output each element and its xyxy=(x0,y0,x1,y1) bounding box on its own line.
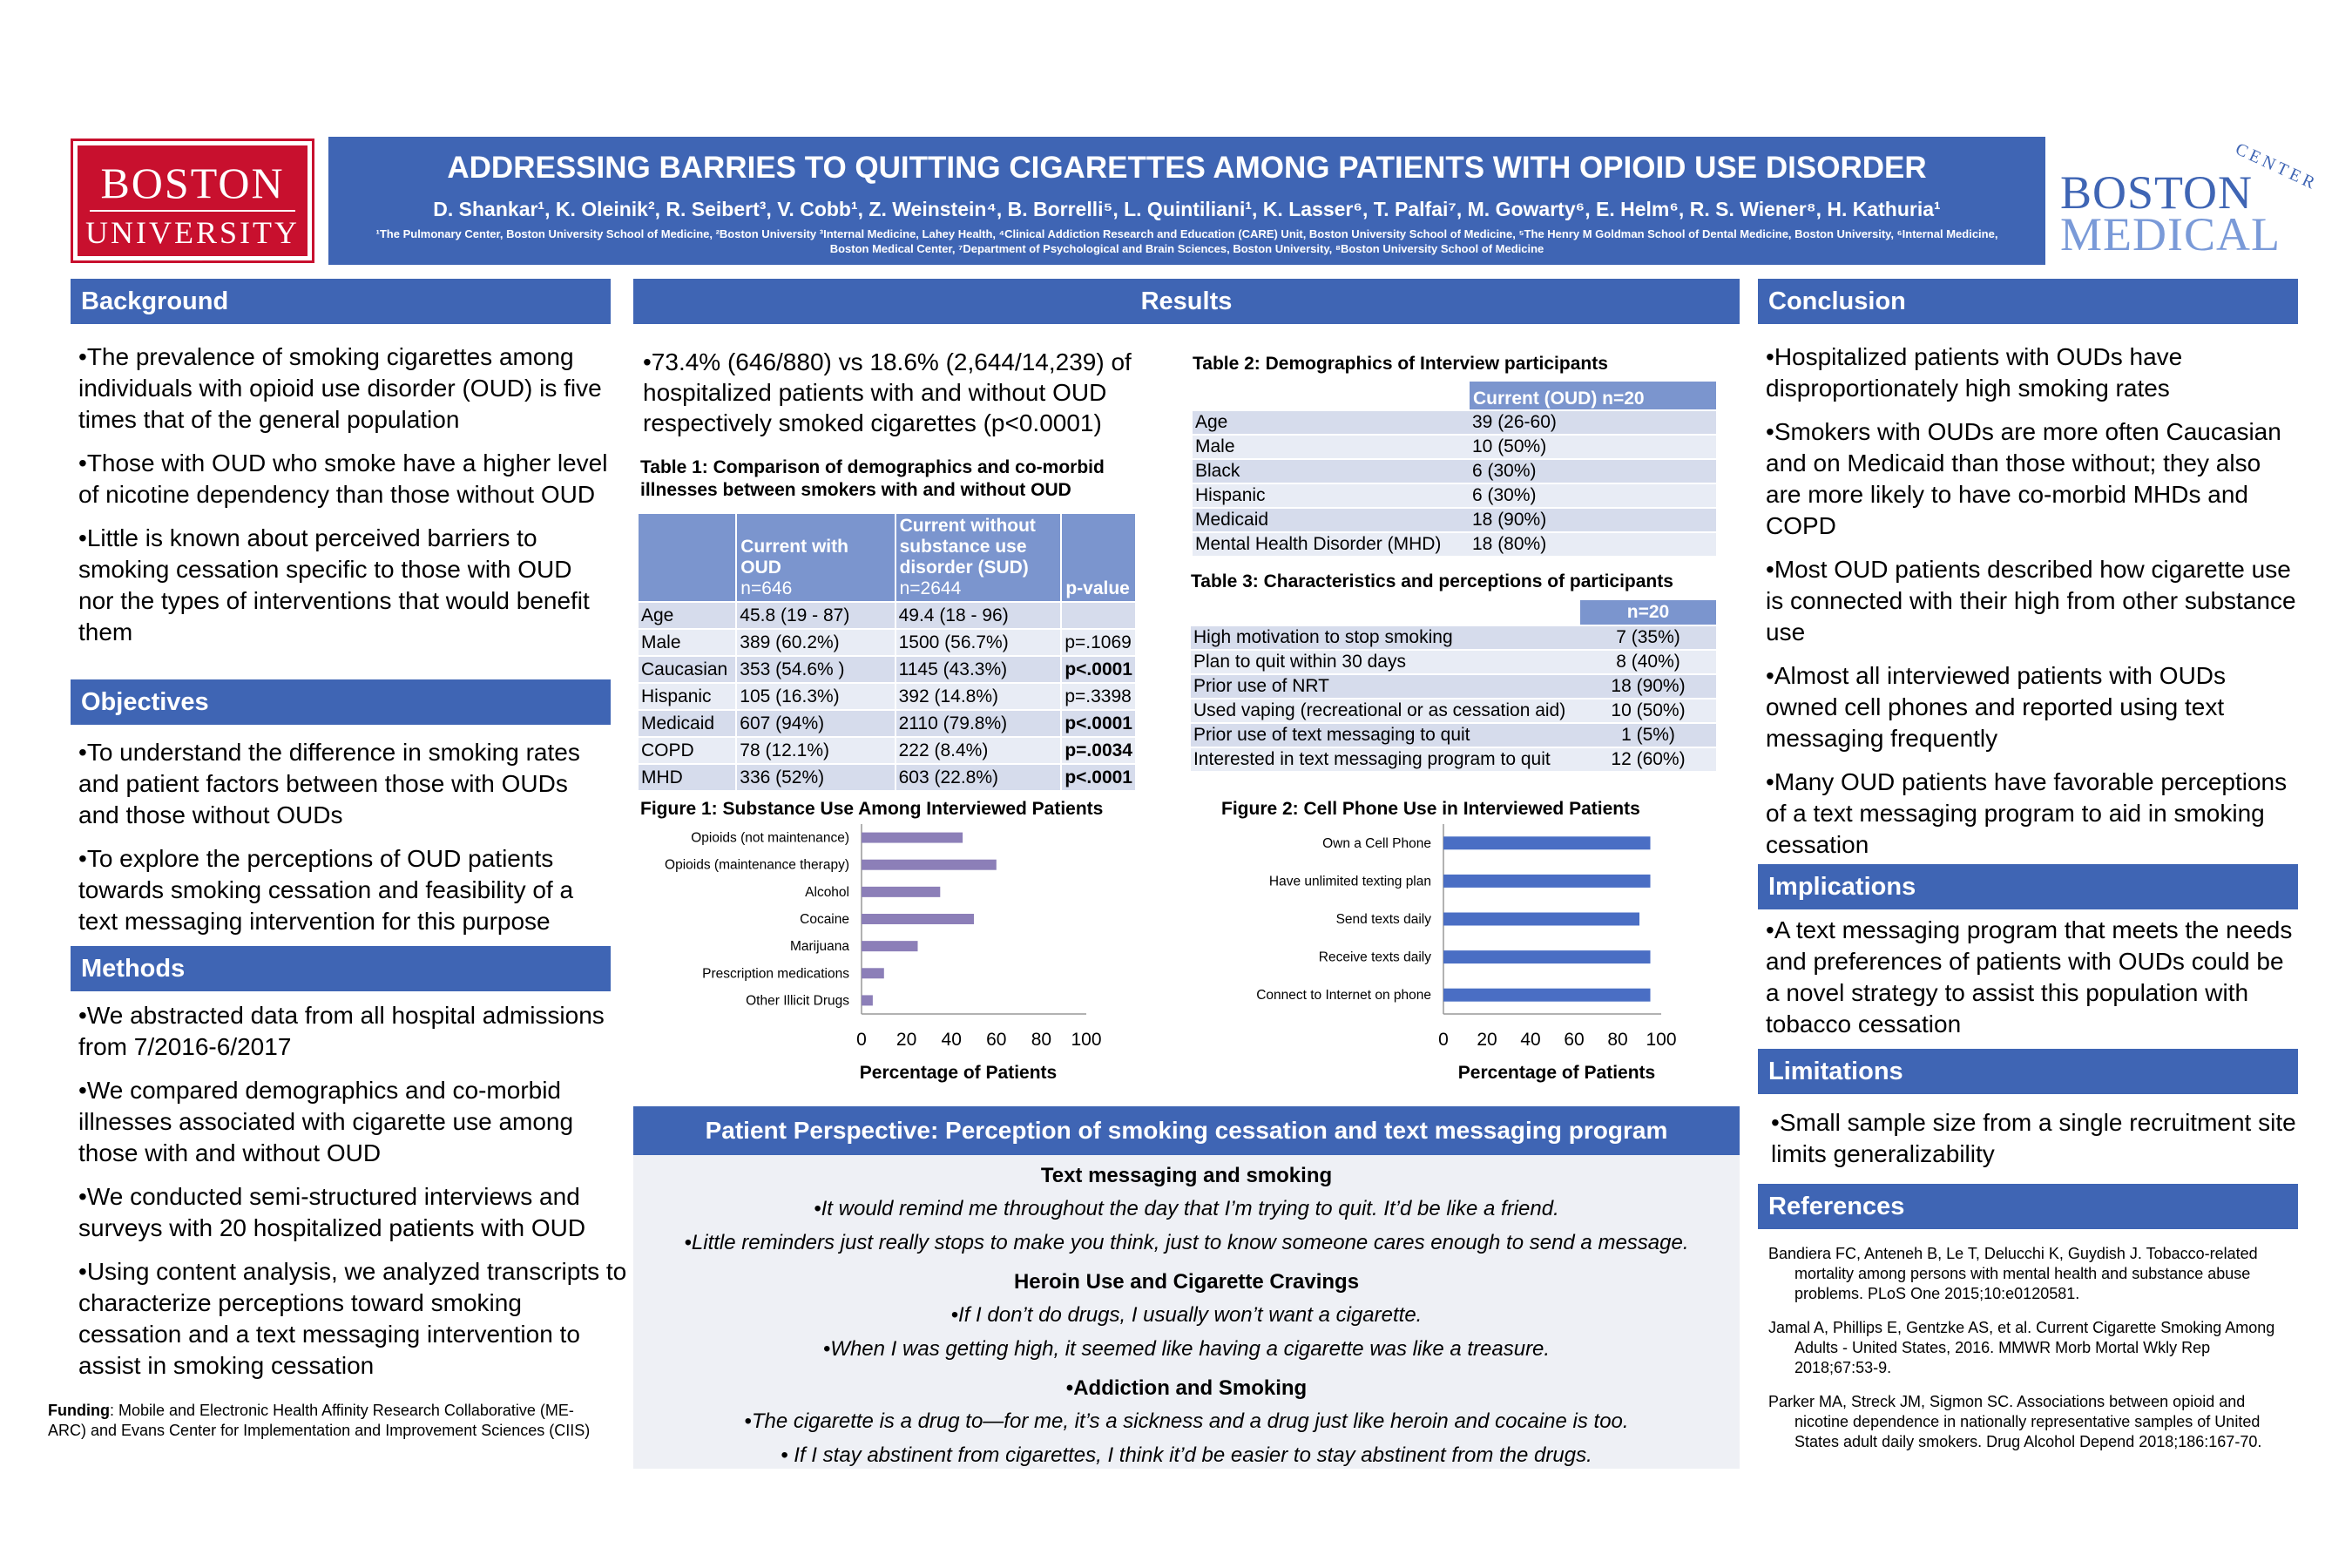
table2-caption: Table 2: Demographics of Interview participants xyxy=(1193,354,1608,374)
background-bullet: • Those with OUD who smoke have a higher level of nicotine dependency than those without OUD xyxy=(78,448,610,510)
boston-university-logo xyxy=(71,139,314,263)
figure2-xlabel: Percentage of Patients xyxy=(1457,1063,1656,1083)
table1-cell: 389 (60.2%) xyxy=(736,629,895,656)
bmc-logo-center: CENTER xyxy=(2232,139,2322,194)
table1-cell: 105 (16.3%) xyxy=(736,683,895,710)
figure2-category-label: Have unlimited texting plan xyxy=(1268,874,1431,889)
table2-cell: Age xyxy=(1193,410,1470,435)
table1-cell xyxy=(1061,602,1136,629)
perspective-subheading: Text messaging and smoking xyxy=(1040,1164,1333,1187)
conclusion-heading: Conclusion xyxy=(1758,279,2298,324)
figure2-category-label: Own a Cell Phone xyxy=(1322,835,1431,851)
table1-header-pvalue: p-value xyxy=(1061,514,1136,602)
figure1-bar xyxy=(862,887,940,897)
table-row xyxy=(1193,435,1716,459)
table2-cell: Mental Health Disorder (MHD) xyxy=(1193,532,1470,556)
table2-cell: 18 (80%) xyxy=(1470,532,1716,556)
table2-header: Current (OUD) n=20 xyxy=(1470,382,1716,410)
table3-cell: 18 (90%) xyxy=(1580,674,1716,699)
table1-cell: 603 (22.8%) xyxy=(896,764,1062,790)
bmc-logo-line2: MEDICAL xyxy=(2060,208,2281,260)
figure1-category-label: Marijuana xyxy=(789,939,849,955)
table-row xyxy=(1191,625,1716,650)
table1-cell: Medicaid xyxy=(639,710,736,737)
background-section xyxy=(78,341,610,660)
table2-cell: Black xyxy=(1193,459,1470,483)
table-row xyxy=(1191,747,1716,771)
figure1-tick-label: 40 xyxy=(941,1030,962,1050)
table3-cell: 10 (50%) xyxy=(1580,699,1716,723)
table2-cell: 39 (26-60) xyxy=(1470,410,1716,435)
table-row xyxy=(1191,674,1716,699)
funding-note xyxy=(48,1401,605,1441)
figure1-category-label: Prescription medications xyxy=(702,966,849,982)
poster-title: ADDRESSING BARRIES TO QUITTING CIGARETTES AMONG PATIENTS WITH OPIOID USE DISORDER xyxy=(447,151,1927,185)
table1-cell: MHD xyxy=(639,764,736,790)
references-section xyxy=(1768,1244,2291,1466)
figure2-category-label: Send texts daily xyxy=(1335,912,1431,927)
objectives-bullet: • To understand the difference in smoking rates and patient factors between those with OUDs and those without OUDs xyxy=(78,737,610,831)
table1-header-oud xyxy=(736,514,895,602)
table-row xyxy=(639,629,1136,656)
perspective-subheading: Heroin Use and Cigarette Cravings xyxy=(1013,1270,1360,1294)
table1-cell: p<.0001 xyxy=(1061,710,1136,737)
table1-cell: Male xyxy=(639,629,736,656)
figure2-title: Figure 2: Cell Phone Use in Interviewed Patients xyxy=(1221,799,1640,819)
table2 xyxy=(1193,382,1716,556)
figure2-tick-label: 60 xyxy=(1564,1030,1585,1050)
table-row xyxy=(1191,723,1716,747)
conclusion-bullet: • Smokers with OUDs are more often Caucasian and on Medicaid than those without; they also are more likely to have co-morbid MHDs and COPD xyxy=(1766,416,2297,542)
perspective-quote: •Little reminders just really stops to make you think, just to know someone cares enough to send a message. xyxy=(684,1231,1689,1254)
table1-cell: Age xyxy=(639,602,736,629)
table-row xyxy=(639,602,1136,629)
figure1-bar xyxy=(862,968,884,978)
figure1-bar xyxy=(862,995,873,1005)
results-heading: Results xyxy=(633,279,1740,324)
methods-bullet: • We conducted semi-structured interviews and surveys with 20 hospitalized patients with OUD xyxy=(78,1181,627,1244)
figure1-bar xyxy=(862,833,963,843)
objectives-bullet: • To explore the perceptions of OUD patients towards smoking cessation and feasibility of a text messaging intervention for this purpose xyxy=(78,843,610,937)
objectives-section xyxy=(78,737,610,950)
perspective-quote: •When I was getting high, it seemed like having a cigarette was like a treasure. xyxy=(822,1337,1551,1361)
table1-cell: Caucasian xyxy=(639,656,736,683)
figure2-chart xyxy=(1191,793,1731,1089)
figure1-xlabel: Percentage of Patients xyxy=(859,1063,1058,1083)
perspective-subheading: •Addiction and Smoking xyxy=(1065,1376,1308,1400)
objectives-heading: Objectives xyxy=(71,679,611,725)
limitations-bullet: • Small sample size from a single recruitment site limits generalizability xyxy=(1771,1107,2302,1170)
figure2-bar xyxy=(1443,836,1651,849)
table2-header-blank xyxy=(1193,382,1470,410)
figure2-bar xyxy=(1443,875,1651,888)
bu-logo-line1: BOSTON xyxy=(100,159,285,207)
table1-cell: 49.4 (18 - 96) xyxy=(896,602,1062,629)
table2-cell: Medicaid xyxy=(1193,508,1470,532)
table1-cell: 1145 (43.3%) xyxy=(896,656,1062,683)
figure1-tick-label: 60 xyxy=(986,1030,1007,1050)
table3-cell: Prior use of NRT xyxy=(1191,674,1580,699)
table2-cell: 10 (50%) xyxy=(1470,435,1716,459)
table1-cell: 607 (94%) xyxy=(736,710,895,737)
methods-bullet: • We abstracted data from all hospital admissions from 7/2016-6/2017 xyxy=(78,1000,627,1063)
table3-cell: 12 (60%) xyxy=(1580,747,1716,771)
methods-section xyxy=(78,1000,627,1394)
table-row xyxy=(1193,508,1716,532)
implications-bullet: • A text messaging program that meets the needs and preferences of patients with OUDs could be a novel strategy to assist this population with tobacco cessation xyxy=(1766,915,2297,1040)
table3-cell: 7 (35%) xyxy=(1580,625,1716,650)
figure2-tick-label: 100 xyxy=(1646,1030,1677,1050)
figure1-chart xyxy=(633,793,1191,1089)
table1-caption: Table 1: Comparison of demographics and co-morbid illnesses between smokers with and without OUD xyxy=(640,457,1105,500)
figure1-category-label: Opioids (not maintenance) xyxy=(691,830,849,846)
table1-cell: p=.0034 xyxy=(1061,737,1136,764)
table1-cell: Hispanic xyxy=(639,683,736,710)
table3-header-blank xyxy=(1191,600,1580,625)
table1-cell: 1500 (56.7%) xyxy=(896,629,1062,656)
reference-item: Parker MA, Streck JM, Sigmon SC. Associations between opioid and nicotine dependence in nationally representative samples of United States adult daily smokers. Drug Alcohol Depend 2018;186:167-70. xyxy=(1768,1393,2262,1450)
reference-item: Bandiera FC, Anteneh B, Le T, Delucchi K, Guydish J. Tobacco-related mortality among persons with mental health and substance abuse problems. PLoS One 2015;10:e0120581. xyxy=(1768,1245,2258,1302)
figure1-bar xyxy=(862,914,974,924)
table2-cell: 6 (30%) xyxy=(1470,459,1716,483)
table-row xyxy=(1193,459,1716,483)
references-heading: References xyxy=(1758,1184,2298,1229)
table1-header-blank xyxy=(639,514,736,602)
bu-logo-line2: UNIVERSITY xyxy=(85,215,300,250)
conclusion-bullet: • Most OUD patients described how cigarette use is connected with their high from other substance use xyxy=(1766,554,2297,648)
figure1-tick-label: 80 xyxy=(1031,1030,1052,1050)
table2-cell: 6 (30%) xyxy=(1470,483,1716,508)
table-row xyxy=(639,737,1136,764)
poster-header xyxy=(328,137,2045,265)
figure1-category-label: Cocaine xyxy=(800,912,849,927)
perspective-quote: • If I stay abstinent from cigarettes, I think it’d be easier to stay abstinent from the drugs. xyxy=(781,1443,1592,1467)
poster-affiliations: ¹The Pulmonary Center, Boston University School of Medicine, ²Boston University ³Internal Medicine, Lahey Health, ⁴Clinical Addiction Research and Education (CARE) Unit, Boston University School of Medicine, ⁵The Henry M Goldman School of Dental Medicine, Boston University, ⁶Internal Medicine, Boston Medical Center, ⁷Department of Psychological and Brain Sciences, Boston University, ⁸Boston University School of Medicine xyxy=(375,227,1998,255)
bmc-logo-line1: BOSTON xyxy=(2060,166,2254,219)
perspective-body xyxy=(633,1155,1740,1469)
background-bullet: • Little is known about perceived barriers to smoking cessation specific to those with OUD nor the types of interventions that would benefit them xyxy=(78,523,610,648)
figure2-tick-label: 0 xyxy=(1438,1030,1449,1050)
table-row xyxy=(1191,650,1716,674)
figure1-tick-label: 20 xyxy=(896,1030,917,1050)
table3-cell: Plan to quit within 30 days xyxy=(1191,650,1580,674)
poster-authors: D. Shankar¹, K. Oleinik², R. Seibert³, V. Cobb¹, Z. Weinstein⁴, B. Borrelli⁵, L. Quintiliani¹, K. Lasser⁶, T. Palfai⁷, M. Gowarty⁶, E. Helm⁶, R. S. Wiener⁸, H. Kathuria¹ xyxy=(433,198,1941,220)
figure2-category-label: Receive texts daily xyxy=(1318,950,1431,965)
table-row xyxy=(639,710,1136,737)
table2-cell: 18 (90%) xyxy=(1470,508,1716,532)
table1-col1-label: Current with OUD xyxy=(740,537,848,578)
figure2-tick-label: 80 xyxy=(1607,1030,1628,1050)
table-row xyxy=(1191,699,1716,723)
table3-cell: 8 (40%) xyxy=(1580,650,1716,674)
methods-bullet: • Using content analysis, we analyzed transcripts to characterize perceptions toward smoking cessation and a text messaging intervention to assist in smoking cessation xyxy=(78,1256,627,1382)
table1-cell: 78 (12.1%) xyxy=(736,737,895,764)
figure1-category-label: Other Illicit Drugs xyxy=(746,993,849,1009)
table1 xyxy=(639,514,1137,790)
figure1-title: Figure 1: Substance Use Among Interviewed Patients xyxy=(640,799,1104,819)
conclusion-bullet: • Almost all interviewed patients with OUDs owned cell phones and reported using text messaging frequently xyxy=(1766,660,2297,754)
table3-cell: Prior use of text messaging to quit xyxy=(1191,723,1580,747)
table-row xyxy=(1193,483,1716,508)
boston-medical-center-logo xyxy=(2056,139,2322,261)
figure1-bar xyxy=(862,941,918,951)
table-row xyxy=(639,656,1136,683)
limitations-heading: Limitations xyxy=(1758,1049,2298,1094)
funding-text: : Mobile and Electronic Health Affinity Research Collaborative (ME-ARC) and Evans Center for Implementation and Improvement Sciences (CIIS) xyxy=(48,1402,591,1439)
figure1-bar xyxy=(862,860,997,870)
table3 xyxy=(1191,600,1716,771)
table1-cell: p=.1069 xyxy=(1061,629,1136,656)
methods-heading: Methods xyxy=(71,946,611,991)
perspective-quote: •The cigarette is a drug to—for me, it’s a sickness and a drug just like heroin and cocaine is too. xyxy=(744,1409,1629,1433)
table-row xyxy=(639,683,1136,710)
figure2-tick-label: 40 xyxy=(1520,1030,1541,1050)
table-row xyxy=(1193,410,1716,435)
figure1-tick-label: 0 xyxy=(856,1030,867,1050)
background-bullet: • The prevalence of smoking cigarettes among individuals with opioid use disorder (OUD) is five times that of the general population xyxy=(78,341,610,436)
implications-section xyxy=(1766,915,2297,1052)
table-row xyxy=(639,764,1136,790)
figure2-category-label: Connect to Internet on phone xyxy=(1256,988,1431,1004)
table1-cell: 45.8 (19 - 87) xyxy=(736,602,895,629)
figure2-bar xyxy=(1443,989,1651,1002)
table3-header: n=20 xyxy=(1580,600,1716,625)
figure2-bar xyxy=(1443,913,1639,926)
perspective-quote: •It would remind me throughout the day that I’m trying to quit. It’d be like a friend. xyxy=(814,1197,1559,1220)
table1-cell: COPD xyxy=(639,737,736,764)
figure2-tick-label: 20 xyxy=(1477,1030,1497,1050)
table-row xyxy=(1193,532,1716,556)
conclusion-bullet: • Hospitalized patients with OUDs have disproportionately high smoking rates xyxy=(1766,341,2297,404)
table1-cell: p<.0001 xyxy=(1061,764,1136,790)
table1-header-sud xyxy=(896,514,1062,602)
figure1-category-label: Opioids (maintenance therapy) xyxy=(665,857,849,873)
table1-col2-n: n=2644 xyxy=(899,578,962,598)
table1-cell: 2110 (79.8%) xyxy=(896,710,1062,737)
table1-cell: 336 (52%) xyxy=(736,764,895,790)
background-heading: Background xyxy=(71,279,611,324)
table1-cell: 353 (54.6% ) xyxy=(736,656,895,683)
table1-col2-label: Current without substance use disorder (SUD) xyxy=(899,516,1036,578)
perspective-heading: Patient Perspective: Perception of smoking cessation and text messaging program xyxy=(633,1106,1740,1155)
table1-cell: p=.3398 xyxy=(1061,683,1136,710)
table1-col1-n: n=646 xyxy=(740,578,793,598)
implications-heading: Implications xyxy=(1758,864,2298,909)
figure2-bar xyxy=(1443,950,1651,963)
figure1-category-label: Alcohol xyxy=(805,884,849,900)
table3-cell: High motivation to stop smoking xyxy=(1191,625,1580,650)
table3-cell: Interested in text messaging program to quit xyxy=(1191,747,1580,771)
table1-cell: 392 (14.8%) xyxy=(896,683,1062,710)
conclusion-section xyxy=(1766,341,2297,873)
methods-bullet: • We compared demographics and co-morbid illnesses associated with cigarette use among those with and without OUD xyxy=(78,1075,627,1169)
funding-label: Funding xyxy=(48,1402,110,1419)
table2-cell: Male xyxy=(1193,435,1470,459)
table2-cell: Hispanic xyxy=(1193,483,1470,508)
table1-cell: p<.0001 xyxy=(1061,656,1136,683)
figure1-tick-label: 100 xyxy=(1071,1030,1102,1050)
table3-caption: Table 3: Characteristics and perceptions of participants xyxy=(1191,571,1673,591)
results-highlight: •73.4% (646/880) vs 18.6% (2,644/14,239) of hospitalized patients with and without OUD respectively smoked cigarettes (p<0.0001) xyxy=(643,348,1132,436)
table1-cell: 222 (8.4%) xyxy=(896,737,1062,764)
perspective-quote: •If I don’t do drugs, I usually won’t want a cigarette. xyxy=(950,1303,1423,1327)
conclusion-bullet: • Many OUD patients have favorable perceptions of a text messaging program to aid in smoking cessation xyxy=(1766,767,2297,861)
table3-cell: Used vaping (recreational or as cessation aid) xyxy=(1191,699,1580,723)
table3-cell: 1 (5%) xyxy=(1580,723,1716,747)
limitations-section xyxy=(1771,1107,2302,1182)
reference-item: Jamal A, Phillips E, Gentzke AS, et al. Current Cigarette Smoking Among Adults - United States, 2016. MMWR Morb Mortal Wkly Rep 2018;67:53-9. xyxy=(1768,1319,2275,1376)
